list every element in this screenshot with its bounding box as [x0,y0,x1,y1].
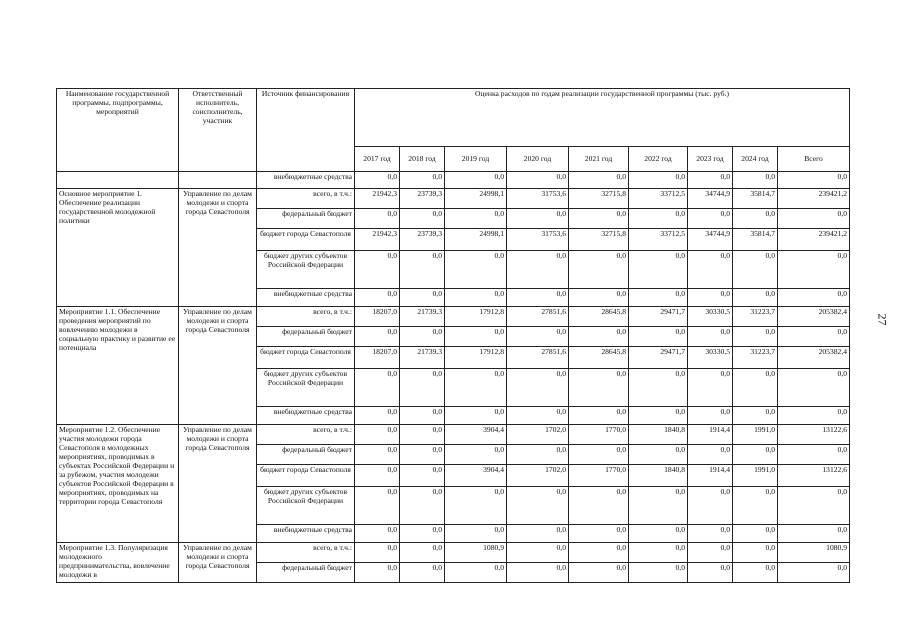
total-cell: 13122,6 [778,425,850,445]
value-cell: 0,0 [400,487,445,525]
value-cell: 0,0 [733,487,778,525]
value-cell: 29471,7 [629,347,688,369]
value-cell: 0,0 [688,209,733,229]
empty-cell [179,172,257,189]
value-cell: 0,0 [688,327,733,347]
value-cell: 0,0 [400,525,445,543]
value-cell: 0,0 [400,327,445,347]
source-cell: всего, в т.ч.: [257,189,355,209]
value-cell: 32715,8 [569,229,629,251]
total-cell: 0,0 [778,209,850,229]
total-cell: 205382,4 [778,307,850,327]
value-cell: 0,0 [445,251,507,289]
total-cell: 0,0 [778,407,850,425]
value-cell: 3904,4 [445,465,507,487]
value-cell: 0,0 [400,172,445,189]
value-cell: 0,0 [569,209,629,229]
header-responsible: Ответственный исполнитель, соисполнитель, участник [179,89,257,172]
header-name: Наименование государственной программы, подпрограммы, мероприятий [57,89,179,172]
source-cell: бюджет города Севастополя [257,347,355,369]
value-cell: 0,0 [733,289,778,307]
value-cell: 0,0 [355,327,400,347]
activity-name-cell: Мероприятие 1.1. Обеспечение проведения мероприятий по вовлечению молодежи в социальную практику и развитие ее потенциала [57,307,179,425]
source-cell: бюджет других субъектов Российской Федерации [257,487,355,525]
value-cell: 0,0 [507,445,569,465]
value-cell: 30330,5 [688,307,733,327]
value-cell: 1991,0 [733,465,778,487]
value-cell: 30330,5 [688,347,733,369]
value-cell: 0,0 [569,327,629,347]
source-cell: бюджет города Севастополя [257,465,355,487]
total-cell: 0,0 [778,525,850,543]
year-header: 2020 год [507,147,569,172]
source-cell: внебюджетные средства [257,407,355,425]
value-cell: 34744,9 [688,229,733,251]
total-cell: 0,0 [778,369,850,407]
total-cell: 0,0 [778,289,850,307]
total-cell: 0,0 [778,487,850,525]
value-cell: 0,0 [569,407,629,425]
value-cell: 33712,5 [629,189,688,209]
year-header: 2019 год [445,147,507,172]
total-cell: 0,0 [778,563,850,583]
value-cell: 0,0 [355,425,400,445]
value-cell: 1080,9 [445,543,507,563]
source-cell: внебюджетные средства [257,525,355,543]
value-cell: 3904,4 [445,425,507,445]
source-cell: всего, в т.ч.: [257,543,355,563]
value-cell: 27851,6 [507,307,569,327]
value-cell: 0,0 [507,369,569,407]
value-cell: 1914,4 [688,465,733,487]
source-cell: бюджет других субъектов Российской Федерации [257,251,355,289]
value-cell: 0,0 [355,251,400,289]
value-cell: 0,0 [733,251,778,289]
source-cell: бюджет города Севастополя [257,229,355,251]
source-cell: бюджет других субъектов Российской Федерации [257,369,355,407]
value-cell: 0,0 [445,172,507,189]
value-cell: 0,0 [688,172,733,189]
value-cell: 1840,8 [629,465,688,487]
value-cell: 0,0 [688,251,733,289]
value-cell: 0,0 [733,563,778,583]
value-cell: 31753,6 [507,189,569,209]
year-header: 2023 год [688,147,733,172]
value-cell: 0,0 [569,172,629,189]
value-cell: 0,0 [507,251,569,289]
value-cell: 0,0 [400,465,445,487]
value-cell: 0,0 [569,543,629,563]
value-cell: 0,0 [629,525,688,543]
value-cell: 29471,7 [629,307,688,327]
top-continuation-row [57,172,850,189]
value-cell: 32715,8 [569,189,629,209]
value-cell: 0,0 [733,369,778,407]
value-cell: 0,0 [400,289,445,307]
value-cell: 0,0 [507,327,569,347]
value-cell: 0,0 [400,425,445,445]
value-cell: 28645,8 [569,347,629,369]
value-cell: 0,0 [445,445,507,465]
value-cell: 0,0 [507,543,569,563]
value-cell: 24998,1 [445,189,507,209]
value-cell: 0,0 [445,289,507,307]
value-cell: 0,0 [688,525,733,543]
source-cell: всего, в т.ч.: [257,307,355,327]
value-cell: 33712,5 [629,229,688,251]
value-cell: 0,0 [733,327,778,347]
activity-name-cell: Основное мероприятие 1. Обеспечение реализации государственной молодежной политики [57,189,179,307]
header-row [57,89,850,147]
value-cell: 0,0 [629,543,688,563]
value-cell: 21739,3 [400,307,445,327]
value-cell: 0,0 [688,563,733,583]
activity-name-cell: Мероприятие 1.3. Популяризация молодежного предпринимательства, вовлечение молодежи в [57,543,179,583]
value-cell: 0,0 [355,289,400,307]
value-cell: 23739,3 [400,189,445,209]
value-cell: 0,0 [445,563,507,583]
header-source: Источник финансирования [257,89,355,172]
value-cell: 27851,6 [507,347,569,369]
value-cell: 1914,4 [688,425,733,445]
value-cell: 0,0 [355,465,400,487]
responsible-cell: Управление по делам молодежи и спорта города Севастополя [179,425,257,543]
total-cell: 239421,2 [778,189,850,209]
value-cell: 0,0 [400,251,445,289]
value-cell: 0,0 [778,172,850,189]
total-cell: 0,0 [778,445,850,465]
value-cell: 17912,8 [445,307,507,327]
year-header: 2021 год [569,147,629,172]
value-cell: 0,0 [733,407,778,425]
value-cell: 0,0 [569,369,629,407]
value-cell: 0,0 [569,251,629,289]
value-cell: 0,0 [733,525,778,543]
year-header: 2022 год [629,147,688,172]
responsible-cell: Управление по делам молодежи и спорта города Севастополя [179,307,257,425]
budget-table [56,88,850,583]
total-cell: 0,0 [778,251,850,289]
value-cell: 17912,8 [445,347,507,369]
value-cell: 34744,9 [688,189,733,209]
value-cell: 0,0 [355,487,400,525]
year-header: 2018 год [400,147,445,172]
value-cell: 0,0 [445,209,507,229]
value-cell: 0,0 [400,369,445,407]
empty-cell [57,172,179,189]
value-cell: 0,0 [688,407,733,425]
value-cell: 35814,7 [733,189,778,209]
value-cell: 0,0 [355,407,400,425]
value-cell: 31223,7 [733,307,778,327]
source-cell: федеральный бюджет [257,209,355,229]
page-number: 27 [875,313,890,326]
value-cell: 0,0 [400,563,445,583]
source-cell: внебюджетные средства [257,289,355,307]
value-cell: 24998,1 [445,229,507,251]
source-cell: внебюджетные средства [257,172,355,189]
value-cell: 0,0 [688,289,733,307]
value-cell: 0,0 [355,563,400,583]
group-row [57,425,850,445]
year-header: 2017 год [355,147,400,172]
value-cell: 0,0 [629,563,688,583]
group-row [57,543,850,563]
value-cell: 23739,3 [400,229,445,251]
value-cell: 0,0 [355,369,400,407]
value-cell: 0,0 [507,209,569,229]
source-cell: федеральный бюджет [257,445,355,465]
value-cell: 0,0 [507,172,569,189]
value-cell: 0,0 [355,543,400,563]
value-cell: 0,0 [507,487,569,525]
value-cell: 0,0 [688,445,733,465]
value-cell: 0,0 [569,563,629,583]
value-cell: 0,0 [355,445,400,465]
value-cell: 0,0 [733,543,778,563]
value-cell: 0,0 [629,407,688,425]
value-cell: 1702,0 [507,425,569,445]
value-cell: 0,0 [733,445,778,465]
value-cell: 21942,3 [355,229,400,251]
value-cell: 0,0 [445,369,507,407]
value-cell: 1770,0 [569,425,629,445]
value-cell: 0,0 [507,289,569,307]
value-cell: 0,0 [733,209,778,229]
value-cell: 0,0 [569,445,629,465]
value-cell: 0,0 [355,172,400,189]
value-cell: 0,0 [400,543,445,563]
value-cell: 0,0 [507,525,569,543]
value-cell: 0,0 [355,209,400,229]
value-cell: 0,0 [569,525,629,543]
value-cell: 28645,8 [569,307,629,327]
value-cell: 0,0 [445,525,507,543]
year-header: 2024 год [733,147,778,172]
value-cell: 31753,6 [507,229,569,251]
total-cell: 0,0 [778,327,850,347]
value-cell: 0,0 [629,251,688,289]
value-cell: 35814,7 [733,229,778,251]
value-cell: 0,0 [733,172,778,189]
total-cell: 1080,9 [778,543,850,563]
value-cell: 0,0 [688,369,733,407]
value-cell: 1770,0 [569,465,629,487]
total-cell: 239421,2 [778,229,850,251]
value-cell: 18207,0 [355,347,400,369]
responsible-cell: Управление по делам молодежи и спорта города Севастополя [179,189,257,307]
value-cell: 0,0 [629,445,688,465]
value-cell: 0,0 [688,487,733,525]
header-estimate: Оценка расходов по годам реализации государственной программы (тыс. руб.) [355,89,850,147]
value-cell: 1840,8 [629,425,688,445]
value-cell: 1991,0 [733,425,778,445]
value-cell: 0,0 [629,327,688,347]
value-cell: 0,0 [629,487,688,525]
responsible-cell: Управление по делам молодежи и спорта города Севастополя [179,543,257,583]
value-cell: 0,0 [355,525,400,543]
value-cell: 18207,0 [355,307,400,327]
value-cell: 0,0 [629,369,688,407]
value-cell: 0,0 [688,543,733,563]
value-cell: 31223,7 [733,347,778,369]
group-row [57,189,850,209]
value-cell: 0,0 [629,209,688,229]
value-cell: 0,0 [445,327,507,347]
total-cell: 13122,6 [778,465,850,487]
total-header: Всего [778,147,850,172]
value-cell: 0,0 [629,172,688,189]
value-cell: 21942,3 [355,189,400,209]
value-cell: 1702,0 [507,465,569,487]
source-cell: федеральный бюджет [257,563,355,583]
total-cell: 205382,4 [778,347,850,369]
value-cell: 0,0 [400,445,445,465]
value-cell: 0,0 [629,289,688,307]
value-cell: 0,0 [569,289,629,307]
value-cell: 0,0 [445,487,507,525]
source-cell: федеральный бюджет [257,327,355,347]
source-cell: всего, в т.ч.: [257,425,355,445]
value-cell: 0,0 [507,407,569,425]
value-cell: 0,0 [400,407,445,425]
value-cell: 21739,3 [400,347,445,369]
value-cell: 0,0 [569,487,629,525]
activity-name-cell: Мероприятие 1.2. Обеспечение участия молодежи города Севастополя в молодежных мероприятиях, проводимых в субъектах Российской Федерации и за рубежом, участия молодежи субъектов Российской Федерации в мероприятиях, проводимых на территории города Севастополя [57,425,179,543]
value-cell: 0,0 [507,563,569,583]
value-cell: 0,0 [445,407,507,425]
group-row [57,307,850,327]
value-cell: 0,0 [400,209,445,229]
